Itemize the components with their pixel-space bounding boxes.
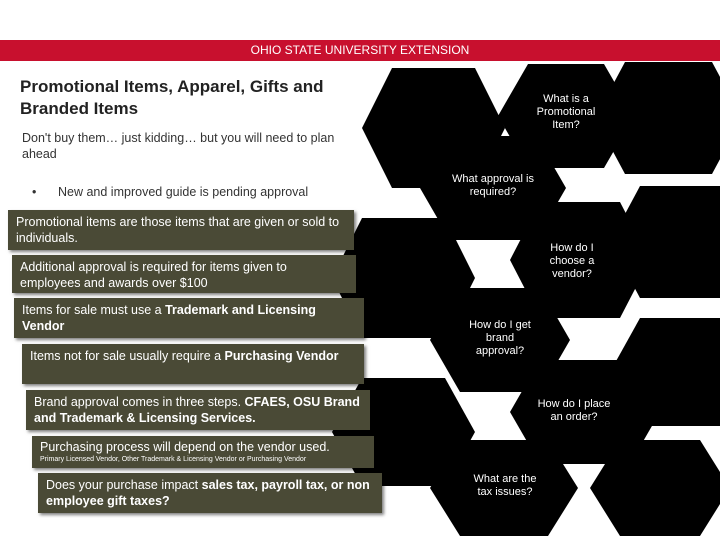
- bullet-text: New and improved guide is pending approval: [58, 185, 309, 199]
- info-box-brand-approval: [26, 390, 370, 430]
- info-box-bold: CFAES, OSU Brand and Trademark & Licensing Services.: [34, 395, 360, 425]
- info-box-purchasing: [22, 344, 364, 384]
- hexagon-label-q6[interactable]: What are the tax issues?: [473, 473, 537, 498]
- hexagon-label-q3[interactable]: How do I choose a vendor?: [549, 242, 595, 280]
- slide-title: Promotional Items, Apparel, Gifts and Branded Items: [20, 77, 324, 118]
- hexagon-bg: [595, 62, 720, 174]
- bullet-dot: •: [32, 185, 37, 199]
- info-box-text: Purchasing process will depend on the vendor used.: [40, 440, 330, 454]
- info-box-text: Additional approval is required for items given to employees and awards over $100: [20, 260, 287, 290]
- info-box-text: Promotional items are those items that are given or sold to individuals.: [16, 215, 340, 245]
- info-box-bold: Purchasing Vendor: [224, 349, 339, 363]
- header-title: OHIO STATE UNIVERSITY EXTENSION: [250, 43, 470, 57]
- hexagon-label-q5[interactable]: How do I place an order?: [537, 398, 611, 423]
- info-box-bold: Trademark and Licensing Vendor: [22, 303, 316, 333]
- bullet-item: [32, 185, 308, 199]
- hexagon-label-q4[interactable]: How do I get brand approval?: [469, 319, 531, 357]
- slide-subtitle: Don't buy them… just kidding… but you will need to plan ahead: [22, 131, 335, 161]
- info-box-text: Does your purchase impact: [46, 478, 202, 492]
- info-box-text: Brand approval comes in three steps.: [34, 395, 245, 409]
- info-box-taxes: [38, 473, 382, 513]
- info-box-trademark: [14, 298, 364, 338]
- hexagon-label-q2[interactable]: What approval is required?: [452, 173, 534, 198]
- info-box-purchasing-process: [32, 436, 374, 468]
- info-box-text: Items not for sale usually require a: [30, 349, 225, 363]
- info-box-promotional-items: [8, 210, 354, 250]
- hexagon-label-q1[interactable]: What is a Promotional Item?: [536, 93, 596, 131]
- info-box-additional-approval: [12, 255, 356, 293]
- info-box-text: Items for sale must use a: [22, 303, 166, 317]
- info-box-small-text: Primary Licensed Vendor, Other Trademark & Licensing Vendor or Purchasing Vendor: [40, 456, 307, 463]
- info-box-bold: sales tax, payroll tax, or non employee gift taxes?: [46, 478, 370, 508]
